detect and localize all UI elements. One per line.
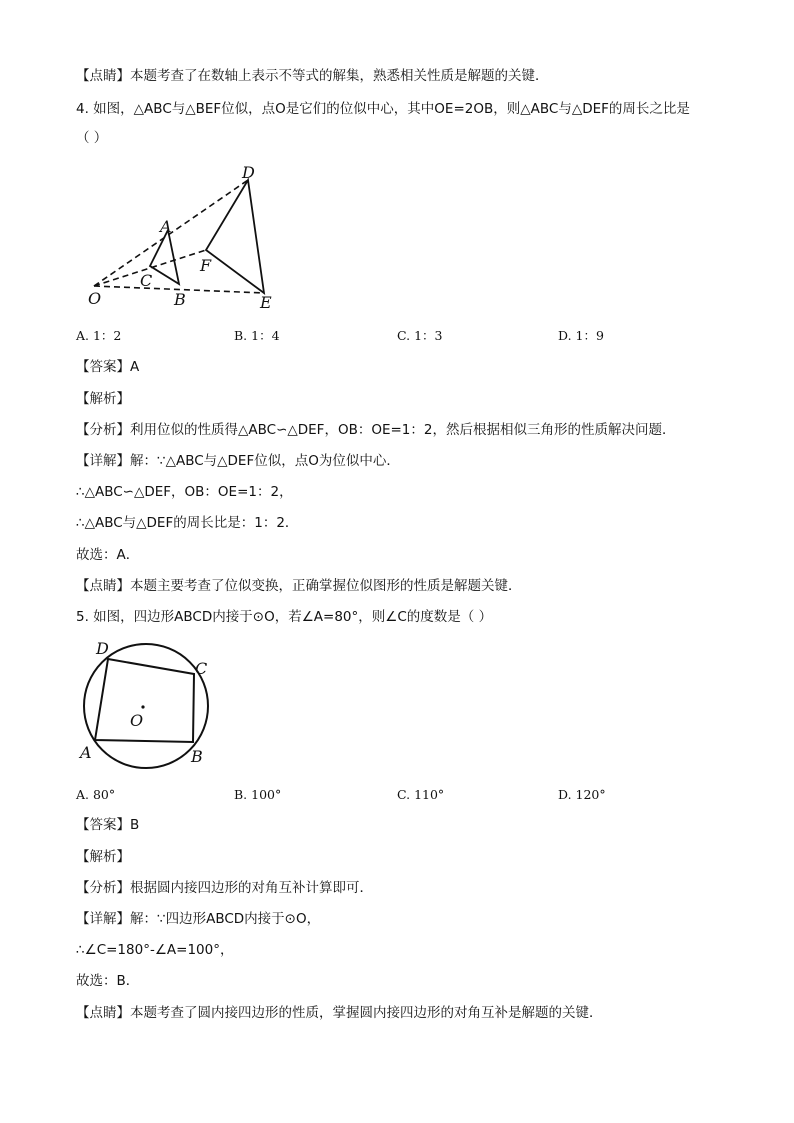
center-point — [141, 705, 144, 708]
q5-option-c: C. 110° — [397, 787, 445, 802]
label-c: C — [140, 271, 153, 290]
label-b: B — [174, 290, 186, 309]
q5-analysis-heading: 【解析】 — [76, 849, 130, 865]
q4-analysis-heading: 【解析】 — [76, 391, 130, 407]
label-f: F — [200, 256, 212, 275]
q4-detail-2: ∴△ABC∽△DEF，OB：OE=1：2， — [76, 484, 293, 500]
q5-option-a: A. 80° — [76, 787, 116, 802]
q4-option-c: C. 1：3 — [397, 328, 443, 343]
label-c: C — [195, 659, 208, 678]
q4-answer: 【答案】A — [76, 359, 140, 375]
q4-question-paren: （ ） — [76, 130, 108, 146]
label-d: D — [96, 639, 109, 658]
triangle-def — [206, 180, 264, 293]
quadrilateral-abcd — [95, 659, 194, 742]
q5-choice: 故选：B． — [76, 973, 140, 989]
label-a: A — [80, 743, 92, 762]
q4-option-a: A. 1：2 — [76, 328, 122, 343]
q4-question: 4. 如图，△ABC与△BEF位似，点O是它们的位似中心，其中OE=2OB，则△ABC与△DEF的周长之比是 — [76, 101, 690, 117]
label-d: D — [242, 163, 255, 182]
q5-question: 5. 如图，四边形ABCD内接于⊙O，若∠A=80°，则∠C的度数是（ ） — [76, 609, 493, 625]
label-b: B — [191, 747, 203, 766]
circle-o — [84, 644, 208, 768]
q5-detail-1: 【详解】解：∵四边形ABCD内接于⊙O， — [76, 911, 321, 927]
q4-remark: 【点睛】本题主要考查了位似变换，正确掌握位似图形的性质是解题关键． — [76, 578, 522, 594]
q4-option-d: D. 1：9 — [558, 328, 604, 343]
q3-remark: 【点睛】本题考查了在数轴上表示不等式的解集，熟悉相关性质是解题的关键． — [76, 68, 549, 84]
figure-inscribed-quadrilateral — [76, 634, 226, 780]
label-o: O — [88, 289, 102, 308]
q5-detail-2: ∴∠C=180°-∠A=100°， — [76, 942, 234, 958]
q5-answer: 【答案】B — [76, 817, 140, 833]
label-o: O — [130, 711, 144, 730]
q4-option-b: B. 1：4 — [234, 328, 280, 343]
q4-detail-1: 【详解】解：∵△ABC与△DEF位似，点O为位似中心． — [76, 453, 400, 469]
q4-choice: 故选：A． — [76, 547, 140, 563]
q5-analysis: 【分析】根据圆内接四边形的对角互补计算即可． — [76, 880, 373, 896]
q5-remark: 【点睛】本题考查了圆内接四边形的性质，掌握圆内接四边形的对角互补是解题的关键． — [76, 1005, 603, 1021]
q5-option-d: D. 120° — [558, 787, 606, 802]
figure-homothetic-triangles — [76, 158, 296, 318]
label-e: E — [260, 293, 272, 312]
q4-analysis: 【分析】利用位似的性质得△ABC∽△DEF，OB：OE=1：2，然后根据相似三角形的性质解决问题． — [76, 422, 676, 438]
q5-option-b: B. 100° — [234, 787, 282, 802]
label-a: A — [160, 217, 172, 236]
q4-detail-3: ∴△ABC与△DEF的周长比是：1：2． — [76, 515, 299, 531]
triangle-abc — [150, 230, 179, 284]
